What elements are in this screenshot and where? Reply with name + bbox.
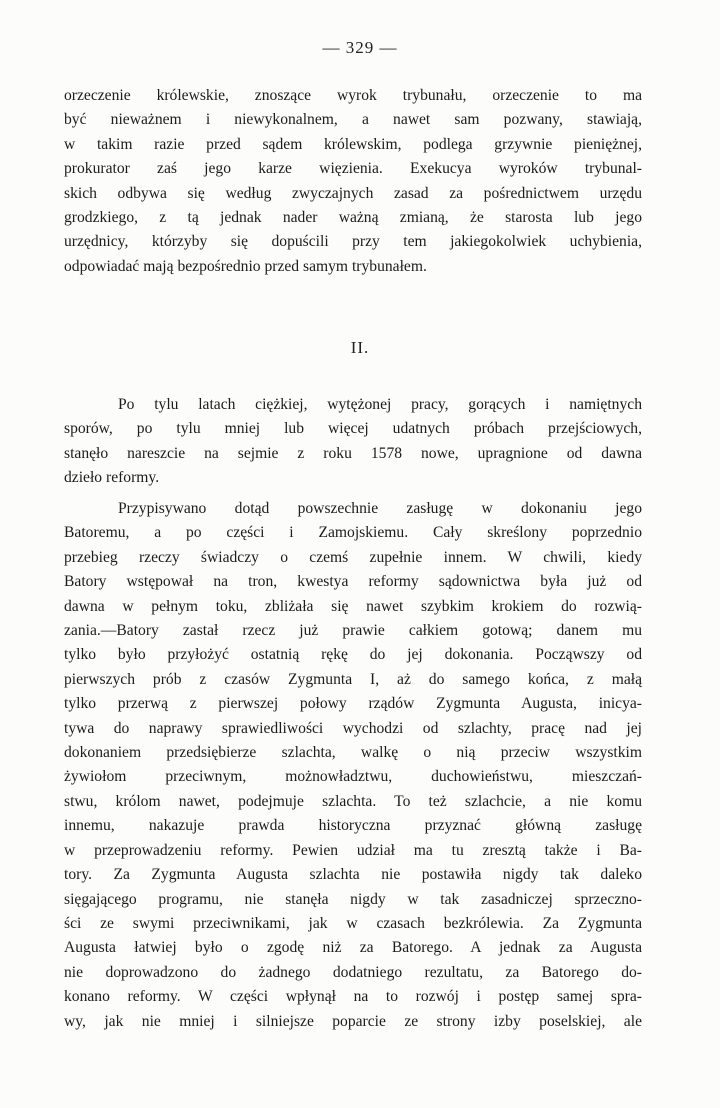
text-line: dzieło reformy. [64,469,160,487]
text-line: Przypisywano dotąd powszechnie zasługę w dokonaniu jego [118,500,642,517]
text-line: urzędnicy, którzyby się dopuścili przy tem jakiegokolwiek uchybienia, [64,233,642,251]
text-line: pierwszych prób z czasów Zygmunta I, aż do samego końca, z małą [64,670,642,688]
text-line: Batory wstępował na tron, kwestya reformy sądownictwa była już od [64,573,642,591]
text-line: przebieg rzeczy świadczy o czemś zupełnie innem. W chwili, kiedy [64,548,642,566]
text-line: tylko było przyłożyć ostatnią rękę do jej dokonania. Począwszy od [64,646,642,664]
text-line: dawna w pełnym toku, zbliżała się nawet szybkim krokiem do rozwią- [64,597,642,615]
text-line: zania.—Batory zastał rzecz już prawie całkiem gotową; danem mu [64,622,642,640]
text-line: skich odbywa się według zwyczajnych zasad za pośrednictwem urzędu [64,184,642,202]
text-line: żywiołom przeciwnym, możnowładztwu, duchowieństwu, mieszczań- [64,768,642,786]
text-line: w przeprowadzeniu reformy. Pewien udział ma tu zresztą także i Ba- [64,841,642,859]
section-heading: II. [350,338,370,357]
text-line: odpowiadać mają bezpośrednio przed samym trybunałem. [64,257,427,275]
text-line: stwu, królom nawet, podejmuje szlachta. To też szlachcie, a nie komu [64,792,642,810]
text-line: innemu, nakazuje prawda historyczna przyznać główną zasługę [64,817,642,835]
text-line: tywa do naprawy sprawiedliwości wychodzi od szlachty, pracę nad jej [64,719,642,737]
text-line: konano reformy. W części wpłynął na to rozwój i postęp samej spra- [64,988,642,1006]
text-line: Po tylu latach ciężkiej, wytężonej pracy, gorących i namiętnych [118,396,642,413]
text-line: tylko przerwą z pierwszej połowy rządów Zygmunta Augusta, inicya- [64,695,642,713]
text-line: ści ze swymi przeciwnikami, jak w czasach bezkrólewia. Za Zygmunta [64,914,642,932]
text-line: w takim razie przed sądem królewskim, podlega grzywnie pieniężnej, [64,135,642,153]
text-line: sporów, po tylu mniej lub więcej udatnych próbach przejściowych, [64,420,642,438]
text-line: Batoremu, a po części i Zamojskiemu. Cały skreślony poprzednio [64,524,642,542]
text-line: orzeczenie królewskie, znoszące wyrok trybunału, orzeczenie to ma [64,87,642,104]
text-line: prokurator zaś jego karze więzienia. Exekucya wyroków trybunal- [64,160,642,178]
text-line: nie doprowadzono do żadnego dodatniego rezultatu, za Batorego do- [64,963,642,981]
text-line: sięgającego programu, nie stanęła nigdy w tak zasadniczej sprzeczno- [64,890,642,908]
paragraph-merit [64,497,642,1034]
paragraph-continuation [64,84,642,279]
page-number: — 329 — [322,38,398,57]
text-line: wy, jak nie mniej i silniejsze poparcie ze strony izby poselskiej, ale [64,1012,642,1030]
text-line: dokonaniem przedsiębierze szlachta, walkę o nią przeciw wszystkim [64,744,642,762]
text-line: być nieważnem i niewykonalnem, a nawet sam pozwany, stawiają, [64,111,642,129]
text-line: stanęło nareszcie na sejmie z roku 1578 nowe, upragnione od dawna [64,444,642,462]
text-line: Augusta łatwiej było o zgodę niż za Batorego. A jednak za Augusta [64,939,642,957]
paragraph-reform [64,393,642,491]
text-line: tory. Za Zygmunta Augusta szlachta nie postawiła nigdy tak daleko [64,866,642,884]
text-line: grodzkiego, z tą jednak nader ważną zmianą, że starosta lub jego [64,209,642,227]
